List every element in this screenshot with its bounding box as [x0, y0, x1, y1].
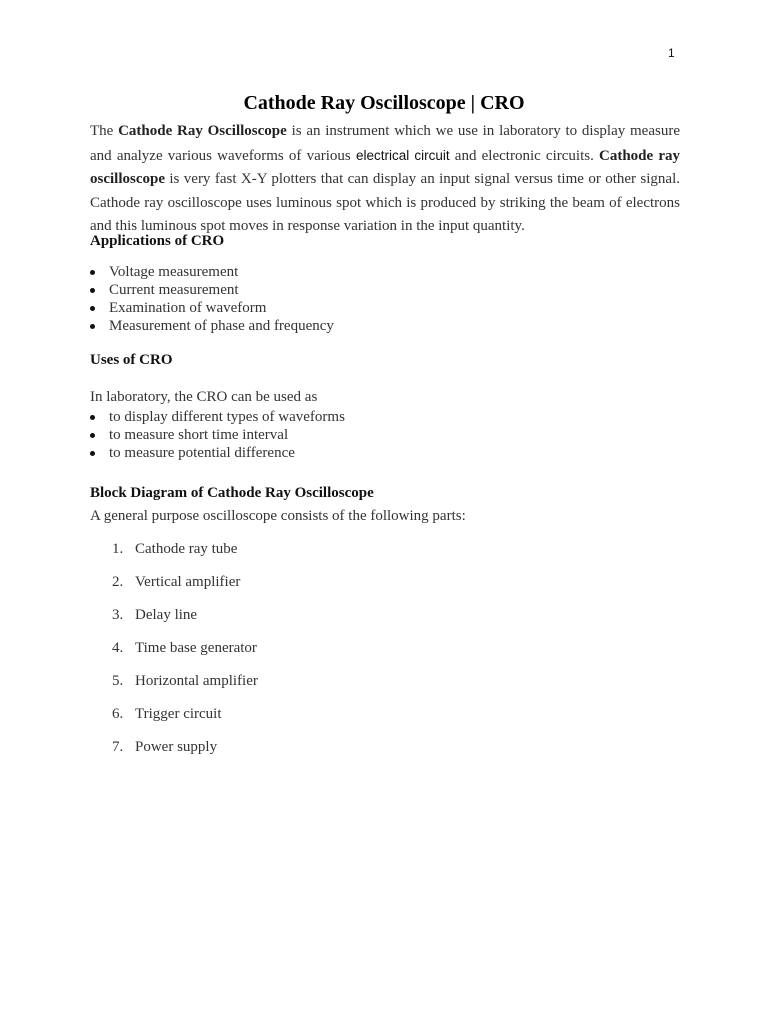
uses-heading: Uses of CRO — [90, 352, 173, 368]
electrical-circuit-link[interactable]: electrical circuit — [355, 147, 450, 163]
parts-list — [112, 540, 258, 771]
intro-text: is very fast X-Y plotters that can display an input signal versus time or other signal. Cathode ray oscilloscope uses luminous spot which is produced by striking the beam of electrons and this luminous spot moves in response variation in the input quantity. — [90, 171, 680, 234]
list-number: 1. — [112, 541, 124, 557]
block-diagram-intro: A general purpose oscilloscope consists of the following parts: — [90, 508, 466, 524]
applications-list — [90, 263, 334, 335]
uses-list — [90, 408, 345, 462]
list-item — [112, 639, 258, 672]
applications-heading: Applications of CRO — [90, 233, 225, 249]
list-label: Cathode ray tube — [135, 541, 238, 557]
uses-intro: In laboratory, the CRO can be used as — [90, 389, 318, 405]
list-number: 7. — [112, 739, 124, 755]
list-number: 6. — [112, 706, 124, 722]
list-label: Vertical amplifier — [135, 574, 241, 590]
list-item: Current measurement — [90, 281, 334, 299]
list-number: 2. — [112, 574, 124, 590]
page-title: Cathode Ray Oscilloscope | CRO — [243, 92, 525, 114]
list-label: Power supply — [135, 739, 218, 755]
list-item: to measure short time interval — [90, 426, 345, 444]
list-number: 3. — [112, 607, 124, 623]
list-item: Measurement of phase and frequency — [90, 317, 334, 335]
list-item: to display different types of waveforms — [90, 408, 345, 426]
list-item — [112, 540, 258, 573]
intro-bold-term: Cathode Ray Oscilloscope — [118, 123, 287, 139]
intro-text: is an instrument which we use in laboratory to display measure and analyze various waveforms of various — [90, 123, 680, 164]
intro-paragraph — [90, 120, 680, 239]
list-item — [112, 573, 258, 606]
list-item — [112, 738, 258, 771]
list-item: to measure potential difference — [90, 444, 345, 462]
block-diagram-heading: Block Diagram of Cathode Ray Oscilloscope — [90, 485, 374, 501]
list-item — [112, 705, 258, 738]
intro-text: and electronic circuits. — [449, 147, 600, 164]
list-number: 4. — [112, 640, 124, 656]
list-label: Horizontal amplifier — [135, 673, 258, 689]
list-item — [112, 606, 258, 639]
page-number: 1 — [668, 46, 675, 60]
list-label: Delay line — [135, 607, 198, 623]
list-label: Trigger circuit — [135, 706, 222, 722]
intro-text: The — [90, 123, 119, 139]
intro-bold-term: Cathode ray oscilloscope — [90, 147, 681, 187]
list-item — [112, 672, 258, 705]
list-item: Examination of waveform — [90, 299, 334, 317]
list-item: Voltage measurement — [90, 263, 334, 281]
list-number: 5. — [112, 673, 124, 689]
list-label: Time base generator — [135, 640, 257, 656]
